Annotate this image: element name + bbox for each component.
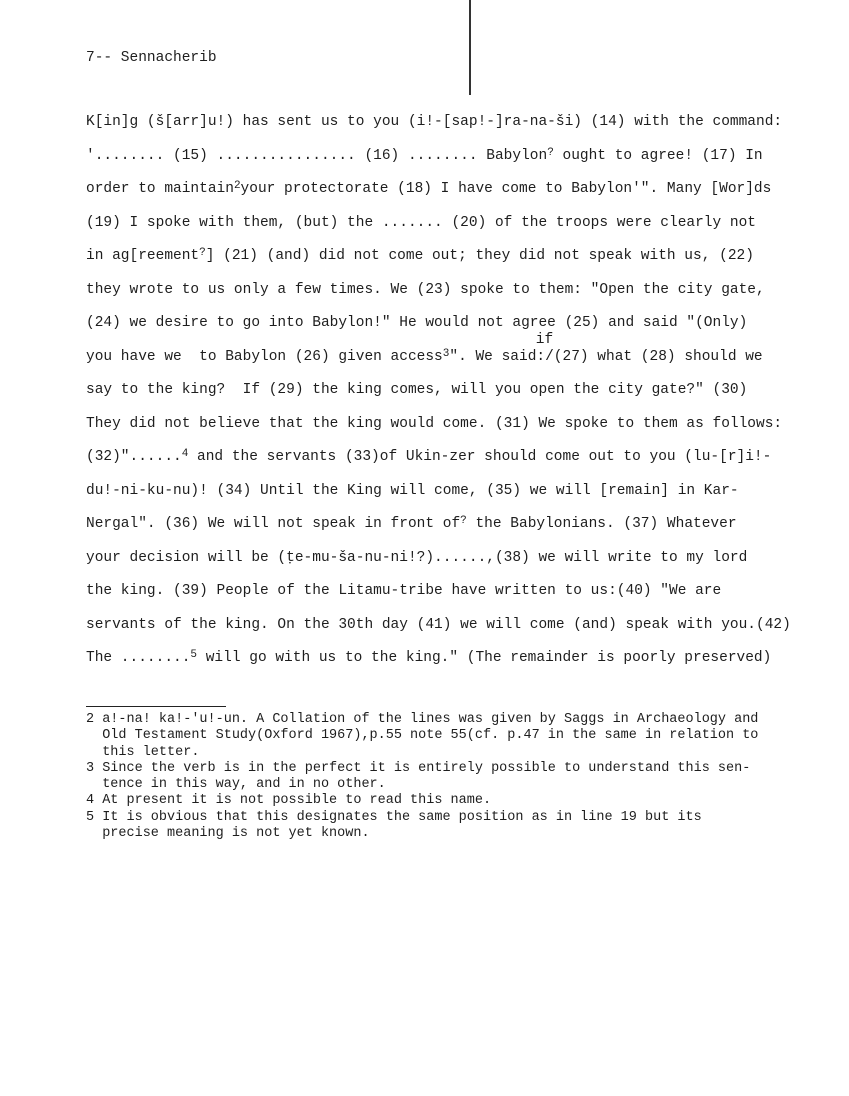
text-segment: your protectorate (18) I have come to Babylon'". Many [Wor]ds [240,181,772,197]
text-line [86,617,836,634]
text-segment: ought to agree! (17) In [553,147,763,164]
footnote-line: 3 Since the verb is in the perfect it is entirely possible to understand this sen- [86,760,751,776]
text-segment: your decision will be (ṭe-mu-ša-nu-ni!?)......,(38) we will write to my lord [86,549,748,566]
text-line [86,181,836,198]
text-line [86,148,836,165]
translation-text [86,114,836,684]
text-segment: They did not believe that the king would come. (31) We spoke to them as follows: [86,415,783,432]
text-line [86,483,836,500]
text-line [86,583,836,600]
text-segment: K[in]g (š[arr]u!) has sent us to you (i!-[sap!-]ra-na-ši) (14) with the command: [86,114,783,130]
footnote-line: this letter. [86,744,200,760]
text-segment: in ag[reement [86,248,200,264]
footnote-marker: 5 [190,649,198,661]
footnote-line: precise meaning is not yet known. [86,826,370,842]
text-line [86,382,836,399]
text-line [86,550,836,567]
text-line [86,650,836,667]
text-segment: (32)"...... [86,449,182,465]
footnote-line: 2 a!-na! ka!-'u!-un. A Collation of the lines was given by Saggs in Archaeology and [86,712,759,727]
footnote-line: tence in this way, and in no other. [86,777,386,793]
text-line [86,449,836,466]
text-segment: (19) I spoke with them, (but) the ....... (20) of the troops were clearly not [86,214,757,231]
footnote-marker: ? [460,515,467,527]
text-segment: order to maintain [86,181,234,197]
text-segment: say to the king? If (29) the king comes, will you open the city gate?" (30) [86,382,748,398]
text-segment: (27) what (28) should we [553,348,763,365]
text-segment: servants of the king. On the 30th day (41) we will come (and) speak with you.(42) [86,616,791,633]
footnotes [86,712,806,842]
text-segment: (24) we desire to go into Babylon!" He would not agree (25) and said "(Only) [86,315,748,331]
footnote-marker: 2 [233,180,241,192]
text-segment: The ........ [86,650,191,666]
text-line [86,416,836,433]
footnote-marker: 3 [442,347,450,360]
text-line [86,282,836,299]
text-line [86,248,836,265]
footnote-divider [86,706,226,707]
text-segment: ] (21) (and) did not come out; they did not speak with us, (22) [205,248,754,264]
footnote-line: 4 At present it is not possible to read this name. [86,793,492,809]
interlinear-insertion-text: if [535,332,554,348]
footnote-marker: 4 [181,448,189,460]
footnote-marker: ? [547,146,554,159]
text-segment: will go with us to the king." (The remainder is poorly preserved) [197,650,772,666]
text-segment: you have we to Babylon (26) given access [86,348,443,365]
text-segment: and the servants (33)of Ukin-zer should come out to you (lu-[r]i!- [188,449,772,465]
footnote-line: 5 It is obvious that this designates the same position as in line 19 but its [86,809,702,825]
text-segment: the king. (39) People of the Litamu-tribe have written to us:(40) "We are [86,583,722,599]
text-line [86,315,836,332]
text-segment: ". We said:/ [449,348,554,365]
text-segment: '........ (15) ................ (16) ........ Babylon [86,147,548,164]
text-segment: Nergal". (36) We will not speak in front of [86,516,461,532]
scan-artifact-line [469,0,471,95]
text-line [86,215,836,232]
text-segment: the Babylonians. (37) Whatever [466,516,737,532]
text-line [86,516,836,533]
page-title: 7-- Sennacherib [86,50,217,66]
text-segment: they wrote to us only a few times. We (23) spoke to them: "Open the city gate, [86,281,765,298]
text-segment: du!-ni-ku-nu)! (34) Until the King will come, (35) we will [remain] in Kar- [86,482,739,499]
footnote-line: Old Testament Study(Oxford 1967),p.55 note 55(cf. p.47 in the same in relation to [86,728,759,744]
footnote-marker: ? [199,247,206,259]
text-line [86,332,836,366]
text-line [86,114,836,131]
